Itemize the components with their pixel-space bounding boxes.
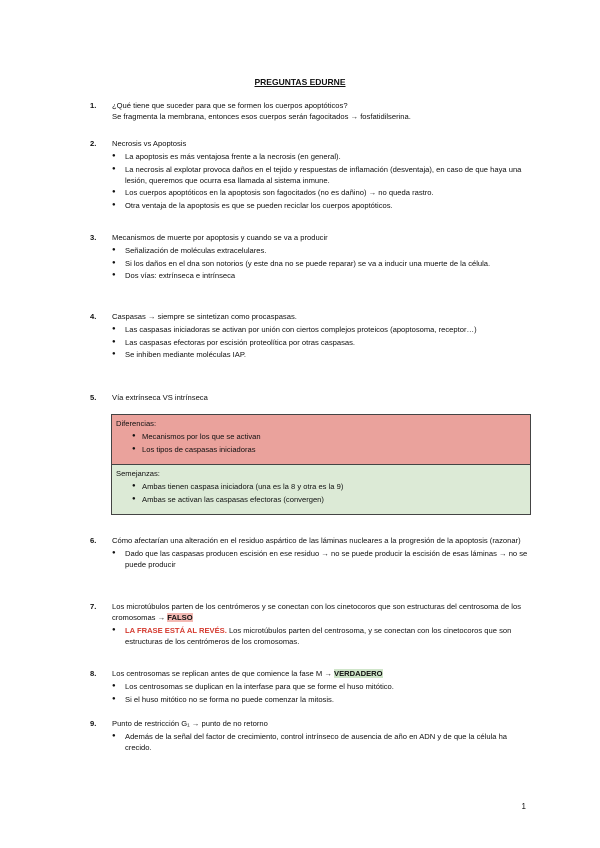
list-item: ● La apoptosis es más ventajosa frente a la necrosis (en general). bbox=[90, 151, 530, 162]
question-2 bbox=[90, 138, 530, 212]
question-text: Cómo afectarían una alteración en el residuo aspártico de las láminas nucleares a la progresión de la apoptosis (razonar) bbox=[112, 536, 521, 545]
answer-list bbox=[90, 731, 530, 753]
question-number: 6. bbox=[90, 536, 97, 545]
answer-list bbox=[90, 625, 530, 647]
item-text: Los microtúbulos parten del centrosoma, y se conectan con los cinetocoros que son estructuras de los centrómeros de los cromosomas. bbox=[125, 626, 512, 646]
question-3 bbox=[90, 232, 530, 283]
list-item: ● Las caspasas iniciadoras se activan por unión con ciertos complejos proteicos (apoptosoma, receptor…) bbox=[90, 324, 530, 335]
question-text: Mecanismos de muerte por apoptosis y cuando se va a producir bbox=[112, 233, 328, 242]
question-number: 1. bbox=[90, 101, 97, 110]
page-number: 1 bbox=[521, 802, 526, 811]
question-text: Vía extrínseca VS intrínseca bbox=[112, 393, 208, 402]
answer-list bbox=[90, 548, 530, 570]
list-item: ● Los centrosomas se duplican en la interfase para que se forme el huso mitótico. bbox=[90, 681, 530, 692]
question-text: Los centrosomas se replican antes de que comience la fase M → bbox=[112, 669, 332, 678]
similarities-cell bbox=[112, 465, 530, 514]
question-7 bbox=[90, 601, 530, 649]
list-item: ● Los tipos de caspasas iniciadoras bbox=[116, 444, 526, 455]
comparison-table bbox=[111, 414, 531, 515]
answer-list bbox=[90, 681, 530, 705]
question-number: 2. bbox=[90, 139, 97, 148]
question-text: ¿Qué tiene que suceder para que se formen los cuerpos apoptóticos? bbox=[112, 101, 348, 110]
list-item: ● Señalización de moléculas extracelulares. bbox=[90, 245, 530, 256]
question-number: 4. bbox=[90, 312, 97, 321]
question-text: Los microtúbulos parten de los centrómeros y se conectan con los cinetocoros que son estructuras del centrosoma de los cromosomas → bbox=[112, 602, 522, 622]
list-item: ● Dos vías: extrínseca e intrínseca bbox=[90, 270, 530, 281]
differences-cell bbox=[112, 415, 530, 465]
highlight-text: LA FRASE ESTÁ AL REVÉS. bbox=[125, 626, 227, 635]
document-title: PREGUNTAS EDURNE bbox=[254, 77, 346, 87]
question-number: 9. bbox=[90, 719, 97, 728]
list-item: ● Ambas tienen caspasa iniciadora (una es la 8 y otra es la 9) bbox=[116, 481, 526, 492]
question-8 bbox=[90, 668, 530, 706]
verdict-badge: VERDADERO bbox=[334, 669, 383, 678]
question-number: 8. bbox=[90, 669, 97, 678]
question-5 bbox=[90, 392, 530, 403]
list-item: ● Mecanismos por los que se activan bbox=[116, 431, 526, 442]
list-item: ● Se inhiben mediante moléculas IAP. bbox=[90, 349, 530, 360]
list-item: ● Si los daños en el dna son notorios (y este dna no se puede reparar) se va a inducir una muerte de la célula. bbox=[90, 258, 530, 269]
question-number: 3. bbox=[90, 233, 97, 242]
list-item: ● Los cuerpos apoptóticos en la apoptosis son fagocitados (no es dañino) → no queda rastro. bbox=[90, 187, 530, 198]
question-text: Caspasas → siempre se sintetizan como procaspasas. bbox=[112, 312, 297, 321]
answer-list bbox=[90, 151, 530, 211]
verdict-badge: FALSO bbox=[167, 613, 193, 622]
list-item: ● Otra ventaja de la apoptosis es que se pueden reciclar los cuerpos apoptóticos. bbox=[90, 200, 530, 211]
list-item: ● Ambas se activan las caspasas efectoras (convergen) bbox=[116, 494, 526, 505]
question-1 bbox=[90, 100, 530, 122]
question-text: Punto de restricción G₁ → punto de no retorno bbox=[112, 719, 268, 728]
list-item: ● Además de la señal del factor de crecimiento, control intrínseco de ausencia de año en ADN y de que la célula ha crecido. bbox=[90, 731, 530, 753]
question-4 bbox=[90, 311, 530, 362]
answer-list bbox=[90, 324, 530, 360]
question-number: 7. bbox=[90, 602, 97, 611]
question-9 bbox=[90, 718, 530, 755]
list-item: ● Si el huso mitótico no se forma no puede comenzar la mitosis. bbox=[90, 694, 530, 705]
list-item: ● La necrosis al explotar provoca daños en el tejido y respuestas de inflamación (desventaja), en caso de que haya una lesión, queremos que ocurra esa llamada al sistema inmune. bbox=[90, 164, 530, 186]
answer-text: Se fragmenta la membrana, entonces esos cuerpos serán fagocitados → fosfatidilserina. bbox=[112, 112, 411, 121]
question-6 bbox=[90, 535, 530, 572]
similarities-title: Semejanzas: bbox=[116, 469, 160, 478]
list-item: ● Las caspasas efectoras por escisión proteolítica por otras caspasas. bbox=[90, 337, 530, 348]
list-item: ● Dado que las caspasas producen escisión en ese residuo → no se puede producir la escisión de esas láminas → no se puede producir bbox=[90, 548, 530, 570]
differences-title: Diferencias: bbox=[116, 419, 157, 428]
answer-list bbox=[90, 245, 530, 281]
question-number: 5. bbox=[90, 393, 97, 402]
question-text: Necrosis vs Apoptosis bbox=[112, 139, 187, 148]
list-item bbox=[90, 625, 530, 647]
